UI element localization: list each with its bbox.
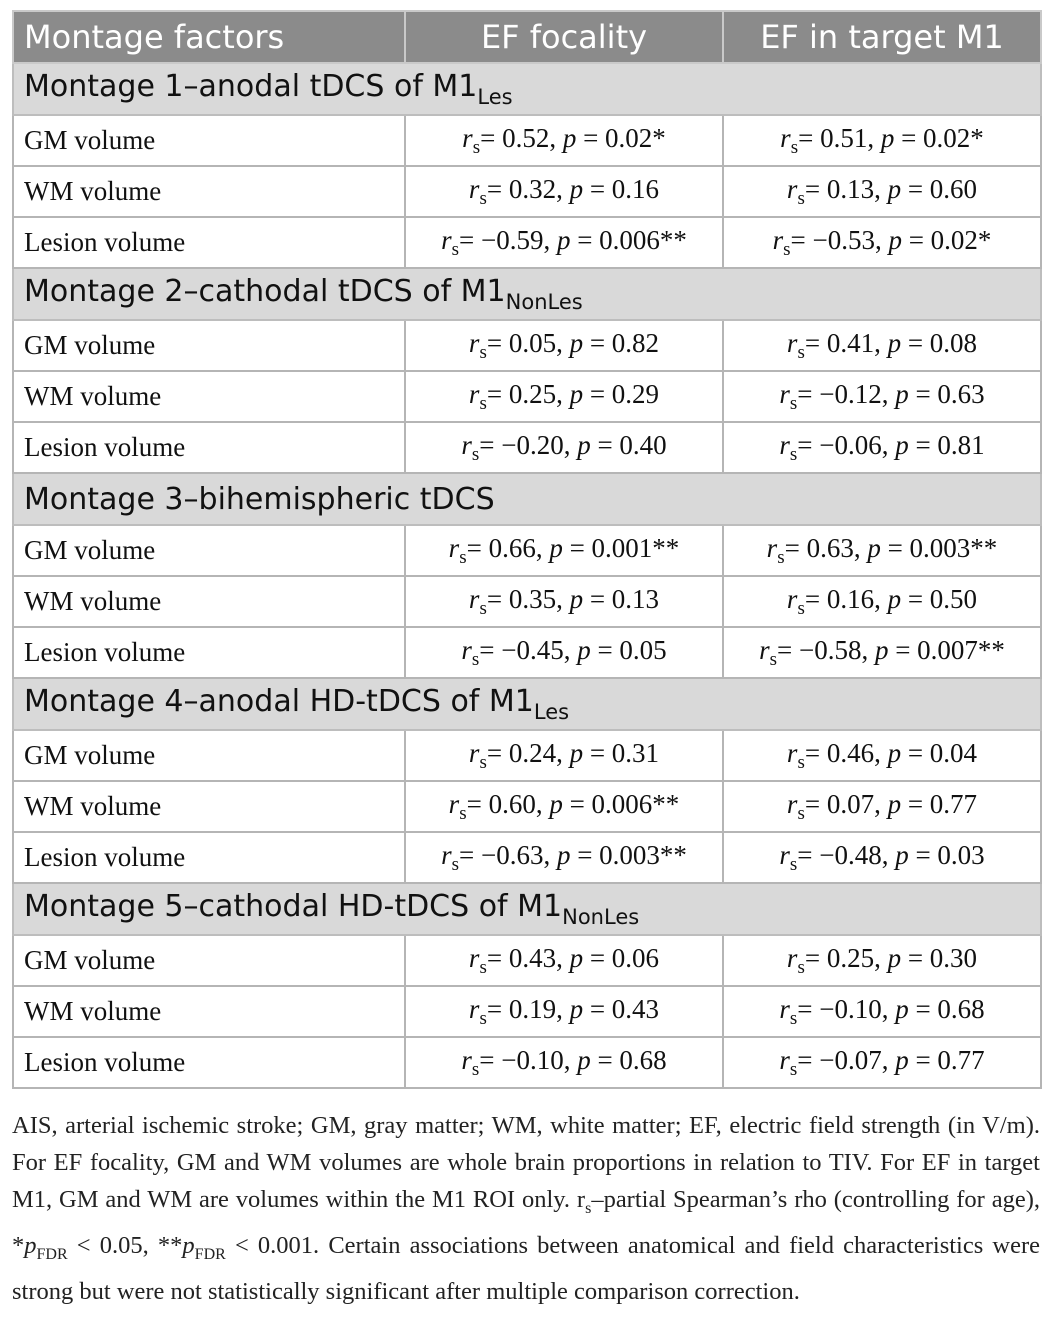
p-symbol: p <box>549 788 563 819</box>
table-container <box>12 10 1040 1089</box>
rs-value: = 0.07, <box>804 788 888 819</box>
rs-value: = −0.10, <box>797 993 896 1024</box>
rs-symbol: r <box>759 634 770 665</box>
table-row <box>13 730 1041 781</box>
ef-target-cell <box>723 576 1041 627</box>
p-value: = 0.02* <box>901 224 992 255</box>
rs-symbol: r <box>779 839 790 870</box>
rs-symbol: r <box>786 327 798 358</box>
rs-subscript: s <box>797 341 805 363</box>
footnote-part4: < 0.001. Certain associations between anatomical and field characteristics were strong but were not statistically significant after multiple comparison correction. <box>12 1231 1041 1305</box>
rs-symbol: r <box>448 532 460 563</box>
table-body <box>13 63 1041 1088</box>
footnote-part1: AIS, arterial ischemic stroke; GM, gray matter; WM, white matter; EF, electric field strength (in V/m). For EF focality, GM and WM volumes are whole brain proportions in relation to TIV. For EF in target M1, GM and WM are volumes within the M1 ROI only. r <box>12 1112 1040 1213</box>
factor-cell: WM volume <box>13 781 405 832</box>
rs-value: = 0.52, <box>480 122 563 153</box>
section-title-text: Montage 3–bihemispheric tDCS <box>24 481 495 517</box>
p-value: = 0.31 <box>583 737 660 768</box>
rs-symbol: r <box>772 224 784 255</box>
header-ef-target: EF in target M1 <box>723 11 1041 63</box>
table-row <box>13 627 1041 678</box>
rs-subscript: s <box>472 136 481 158</box>
rs-subscript: s <box>479 751 487 773</box>
p-value: = 0.04 <box>901 737 978 768</box>
factor-cell: WM volume <box>13 166 405 217</box>
rs-symbol: r <box>779 1044 790 1075</box>
factor-cell: GM volume <box>13 935 405 986</box>
rs-subscript: s <box>789 392 798 414</box>
ef-target-cell <box>723 217 1041 268</box>
rs-symbol: r <box>779 993 790 1024</box>
p-symbol: p <box>569 583 584 614</box>
p-symbol: p <box>569 737 584 768</box>
ef-focality-cell <box>405 371 723 422</box>
factor-cell: WM volume <box>13 371 405 422</box>
factor-cell: Lesion volume <box>13 832 405 883</box>
rs-symbol: r <box>766 532 778 563</box>
p-symbol: p <box>874 634 889 665</box>
rs-value: = 0.66, <box>466 532 550 563</box>
factor-cell: WM volume <box>13 576 405 627</box>
header-ef-focality: EF focality <box>405 11 723 63</box>
table-row <box>13 422 1041 473</box>
header-montage-factors: Montage factors <box>13 11 405 63</box>
rs-value: = 0.32, <box>486 173 570 204</box>
ef-focality-cell <box>405 115 723 166</box>
ef-focality-cell <box>405 217 723 268</box>
rs-value: = 0.25, <box>486 378 570 409</box>
factor-cell: GM volume <box>13 525 405 576</box>
section-title <box>13 63 1041 115</box>
rs-value: = 0.05, <box>486 327 570 358</box>
ef-focality-cell <box>405 576 723 627</box>
rs-subscript: s <box>471 443 480 465</box>
footnote-fdr1: FDR <box>36 1245 68 1263</box>
rs-symbol: r <box>468 583 480 614</box>
rs-subscript: s <box>471 648 480 670</box>
section-title-text: Montage 4–anodal HD-tDCS of M1 <box>24 684 534 719</box>
p-value: = 0.68 <box>590 1044 667 1075</box>
section-title <box>13 883 1041 935</box>
rs-value: = −0.45, <box>479 634 578 665</box>
ef-target-cell <box>723 320 1041 371</box>
rs-subscript: s <box>451 853 459 875</box>
footnote-rs-sub: s <box>585 1199 592 1217</box>
p-symbol: p <box>895 839 909 870</box>
ef-target-cell <box>723 422 1041 473</box>
rs-subscript: s <box>479 1007 487 1029</box>
footnote-part2: –partial Spearman’s rho (controlling for age), * <box>12 1186 1041 1259</box>
p-symbol: p <box>887 173 902 204</box>
p-value: = 0.43 <box>583 993 660 1024</box>
footnote-fdr2: FDR <box>194 1245 226 1263</box>
rs-symbol: r <box>448 788 460 819</box>
p-symbol: p <box>577 429 591 460</box>
p-symbol: p <box>569 327 584 358</box>
rs-subscript: s <box>769 648 777 670</box>
ef-focality-cell <box>405 935 723 986</box>
ef-focality-cell <box>405 832 723 883</box>
header-row <box>13 11 1041 63</box>
rs-subscript: s <box>479 187 487 209</box>
p-value: = 0.60 <box>901 173 978 204</box>
p-value: = 0.68 <box>908 993 985 1024</box>
ef-focality-cell <box>405 627 723 678</box>
ef-focality-cell <box>405 422 723 473</box>
rs-value: = 0.60, <box>466 788 550 819</box>
table-row <box>13 935 1041 986</box>
rs-value: = −0.53, <box>790 224 889 255</box>
rs-value: = 0.25, <box>804 942 888 973</box>
rs-symbol: r <box>468 173 480 204</box>
footnote-p2: p <box>182 1231 195 1259</box>
rs-symbol: r <box>786 788 798 819</box>
p-symbol: p <box>577 1044 591 1075</box>
p-value: = 0.007** <box>888 634 1005 665</box>
rs-value: = 0.43, <box>486 942 570 973</box>
p-value: = 0.02* <box>576 122 666 153</box>
rs-symbol: r <box>462 122 473 153</box>
section-title-text: Montage 1–anodal tDCS of M1 <box>24 69 478 104</box>
ef-target-cell <box>723 730 1041 781</box>
rs-subscript: s <box>459 546 467 568</box>
factor-cell: Lesion volume <box>13 422 405 473</box>
ef-target-cell <box>723 986 1041 1037</box>
rs-subscript: s <box>797 751 805 773</box>
rs-value: = 0.24, <box>486 737 570 768</box>
p-value: = 0.003** <box>880 532 998 563</box>
rs-value: = 0.51, <box>798 122 881 153</box>
p-value: = 0.08 <box>901 327 978 358</box>
p-symbol: p <box>895 378 909 409</box>
ef-focality-cell <box>405 525 723 576</box>
rs-value: = 0.19, <box>486 993 570 1024</box>
p-symbol: p <box>887 327 902 358</box>
rs-value: = −0.63, <box>458 839 557 870</box>
rs-symbol: r <box>461 429 472 460</box>
footnote-p1: p <box>24 1231 37 1259</box>
p-symbol: p <box>880 122 895 153</box>
ef-focality-cell <box>405 986 723 1037</box>
section-row <box>13 268 1041 320</box>
p-value: = 0.81 <box>908 429 985 460</box>
factor-cell: GM volume <box>13 115 405 166</box>
p-value: = 0.05 <box>590 634 667 665</box>
ef-target-cell <box>723 1037 1041 1088</box>
factor-cell: Lesion volume <box>13 1037 405 1088</box>
ef-target-cell <box>723 525 1041 576</box>
p-symbol: p <box>569 993 584 1024</box>
factor-cell: WM volume <box>13 986 405 1037</box>
rs-subscript: s <box>797 187 805 209</box>
ef-target-cell <box>723 115 1041 166</box>
ef-target-cell <box>723 371 1041 422</box>
rs-subscript: s <box>783 238 791 260</box>
p-value: = 0.63 <box>908 378 985 409</box>
footnote-part3: < 0.05, ** <box>67 1231 183 1259</box>
factor-cell: Lesion volume <box>13 217 405 268</box>
table-row <box>13 986 1041 1037</box>
rs-value: = −0.10, <box>479 1044 578 1075</box>
rs-subscript: s <box>479 392 487 414</box>
rs-subscript: s <box>797 956 805 978</box>
rs-value: = 0.41, <box>804 327 888 358</box>
section-title-text: Montage 2–cathodal tDCS of M1 <box>24 274 506 309</box>
p-value: = 0.006** <box>562 788 680 819</box>
p-symbol: p <box>895 429 909 460</box>
rs-value: = 0.13, <box>804 173 888 204</box>
ef-target-cell <box>723 166 1041 217</box>
ef-target-cell <box>723 832 1041 883</box>
p-value: = 0.003** <box>570 839 687 870</box>
rs-symbol: r <box>786 583 798 614</box>
section-title <box>13 473 1041 525</box>
p-symbol: p <box>569 942 584 973</box>
p-value: = 0.40 <box>590 429 667 460</box>
p-value: = 0.13 <box>583 583 660 614</box>
table-row <box>13 781 1041 832</box>
rs-value: = −0.12, <box>797 378 896 409</box>
rs-symbol: r <box>468 327 480 358</box>
table-row <box>13 217 1041 268</box>
ef-target-cell <box>723 627 1041 678</box>
table-row <box>13 166 1041 217</box>
section-title-subscript: NonLes <box>505 290 583 314</box>
p-value: = 0.06 <box>583 942 660 973</box>
p-symbol: p <box>556 839 571 870</box>
p-symbol: p <box>887 583 902 614</box>
ef-focality-cell <box>405 166 723 217</box>
rs-subscript: s <box>790 136 799 158</box>
p-value: = 0.03 <box>908 839 985 870</box>
rs-symbol: r <box>468 378 480 409</box>
p-value: = 0.29 <box>583 378 660 409</box>
table-footnote <box>12 1107 1040 1310</box>
rs-subscript: s <box>451 238 459 260</box>
rs-symbol: r <box>780 122 791 153</box>
table-row <box>13 320 1041 371</box>
rs-subscript: s <box>789 1007 798 1029</box>
section-title <box>13 678 1041 730</box>
rs-subscript: s <box>459 802 467 824</box>
rs-symbol: r <box>461 634 472 665</box>
p-symbol: p <box>549 532 563 563</box>
section-title-subscript: Les <box>533 700 570 724</box>
p-symbol: p <box>895 993 909 1024</box>
rs-subscript: s <box>789 443 798 465</box>
rs-value: = 0.46, <box>804 737 888 768</box>
section-row <box>13 678 1041 730</box>
ef-focality-cell <box>405 730 723 781</box>
table-row <box>13 525 1041 576</box>
results-table <box>12 10 1042 1089</box>
p-symbol: p <box>887 942 902 973</box>
rs-subscript: s <box>479 956 487 978</box>
p-value: = 0.50 <box>901 583 978 614</box>
rs-subscript: s <box>471 1058 480 1080</box>
ef-focality-cell <box>405 1037 723 1088</box>
rs-symbol: r <box>786 173 798 204</box>
rs-subscript: s <box>777 546 785 568</box>
rs-symbol: r <box>786 737 798 768</box>
factor-cell: GM volume <box>13 730 405 781</box>
table-row <box>13 371 1041 422</box>
rs-subscript: s <box>797 597 805 619</box>
section-row <box>13 63 1041 115</box>
p-value: = 0.16 <box>583 173 660 204</box>
p-symbol: p <box>569 378 584 409</box>
rs-symbol: r <box>468 993 480 1024</box>
rs-subscript: s <box>789 1058 798 1080</box>
p-symbol: p <box>569 173 584 204</box>
rs-symbol: r <box>441 224 452 255</box>
ef-focality-cell <box>405 320 723 371</box>
rs-value: = −0.06, <box>797 429 896 460</box>
p-value: = 0.02* <box>894 122 984 153</box>
p-value: = 0.30 <box>901 942 978 973</box>
section-title <box>13 268 1041 320</box>
rs-value: = −0.48, <box>797 839 896 870</box>
factor-cell: Lesion volume <box>13 627 405 678</box>
ef-focality-cell <box>405 781 723 832</box>
p-symbol: p <box>888 224 902 255</box>
rs-subscript: s <box>789 853 798 875</box>
factor-cell: GM volume <box>13 320 405 371</box>
p-value: = 0.77 <box>908 1044 985 1075</box>
p-symbol: p <box>556 224 571 255</box>
p-symbol: p <box>562 122 577 153</box>
p-symbol: p <box>887 737 902 768</box>
rs-value: = 0.16, <box>804 583 888 614</box>
rs-symbol: r <box>786 942 798 973</box>
ef-target-cell <box>723 935 1041 986</box>
rs-value: = −0.59, <box>458 224 557 255</box>
p-value: = 0.77 <box>901 788 978 819</box>
rs-value: = −0.07, <box>797 1044 896 1075</box>
p-symbol: p <box>577 634 591 665</box>
rs-value: = −0.58, <box>776 634 875 665</box>
rs-subscript: s <box>797 802 805 824</box>
rs-symbol: r <box>468 737 480 768</box>
rs-symbol: r <box>779 429 790 460</box>
rs-symbol: r <box>461 1044 472 1075</box>
table-row <box>13 1037 1041 1088</box>
section-row <box>13 473 1041 525</box>
rs-value: = 0.35, <box>486 583 570 614</box>
section-title-subscript: Les <box>477 85 513 109</box>
section-title-text: Montage 5–cathodal HD-tDCS of M1 <box>24 889 563 924</box>
section-row <box>13 883 1041 935</box>
section-title-subscript: NonLes <box>562 905 640 929</box>
rs-value: = −0.20, <box>479 429 578 460</box>
p-value: = 0.001** <box>562 532 680 563</box>
p-value: = 0.82 <box>583 327 660 358</box>
rs-value: = 0.63, <box>784 532 868 563</box>
p-symbol: p <box>867 532 881 563</box>
rs-subscript: s <box>479 341 487 363</box>
p-symbol: p <box>895 1044 909 1075</box>
rs-symbol: r <box>779 378 790 409</box>
ef-target-cell <box>723 781 1041 832</box>
p-symbol: p <box>887 788 902 819</box>
table-row <box>13 115 1041 166</box>
table-row <box>13 832 1041 883</box>
rs-symbol: r <box>441 839 452 870</box>
rs-symbol: r <box>468 942 480 973</box>
rs-subscript: s <box>479 597 487 619</box>
table-row <box>13 576 1041 627</box>
p-value: = 0.006** <box>570 224 687 255</box>
